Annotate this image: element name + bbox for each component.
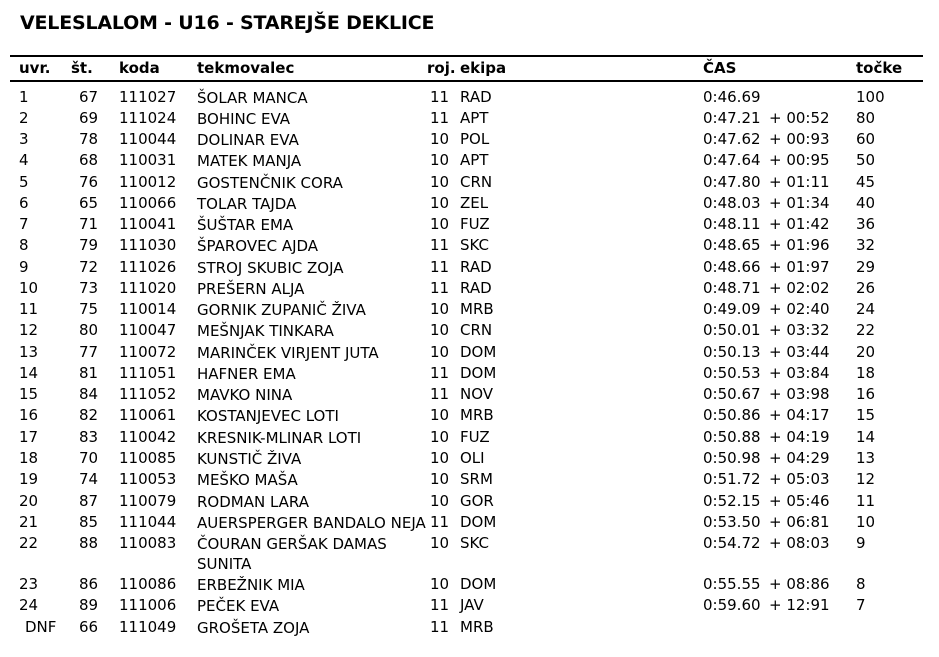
header-top-rule bbox=[10, 55, 923, 57]
time-cell: 0:47.21 bbox=[703, 109, 761, 127]
time-cell: 0:51.72 bbox=[703, 470, 761, 488]
rank-cell: 20 bbox=[19, 492, 39, 510]
team-cell: SRM bbox=[460, 470, 493, 488]
rank-cell: 19 bbox=[19, 470, 39, 488]
code-cell: 111020 bbox=[119, 279, 177, 297]
name-cell: PEČEK EVA bbox=[197, 597, 280, 615]
year-cell: 11 bbox=[430, 596, 450, 614]
year-cell: 10 bbox=[430, 194, 450, 212]
team-cell: JAV bbox=[460, 596, 484, 614]
year-cell: 10 bbox=[430, 470, 450, 488]
bib-cell: 84 bbox=[79, 385, 99, 403]
code-cell: 110061 bbox=[119, 406, 177, 424]
name-cell: RODMAN LARA bbox=[197, 493, 310, 511]
name-cell: MARINČEK VIRJENT JUTA bbox=[197, 344, 379, 362]
code-cell: 110044 bbox=[119, 130, 177, 148]
name-cell: GORNIK ZUPANIČ ŽIVA bbox=[197, 301, 366, 319]
diff-cell: + 00:52 bbox=[769, 109, 830, 127]
points-cell: 29 bbox=[856, 258, 876, 276]
bib-cell: 71 bbox=[79, 215, 99, 233]
team-cell: RAD bbox=[460, 279, 492, 297]
name-cell: KUNSTIČ ŽIVA bbox=[197, 450, 302, 468]
team-cell: MRB bbox=[460, 618, 494, 636]
points-cell: 32 bbox=[856, 236, 876, 254]
bib-cell: 65 bbox=[79, 194, 99, 212]
time-cell: 0:50.01 bbox=[703, 321, 761, 339]
time-cell: 0:59.60 bbox=[703, 596, 761, 614]
code-cell: 110012 bbox=[119, 173, 177, 191]
time-cell: 0:50.86 bbox=[703, 406, 761, 424]
header-bottom-rule bbox=[10, 80, 923, 82]
bib-cell: 85 bbox=[79, 513, 99, 531]
rank-cell: 14 bbox=[19, 364, 39, 382]
code-cell: 111044 bbox=[119, 513, 177, 531]
team-cell: CRN bbox=[460, 173, 493, 191]
diff-cell: + 00:95 bbox=[769, 151, 830, 169]
bib-cell: 79 bbox=[79, 236, 99, 254]
rank-cell: 23 bbox=[19, 575, 39, 593]
year-cell: 11 bbox=[430, 279, 450, 297]
code-cell: 110031 bbox=[119, 151, 177, 169]
name-cell: ČOURAN GERŠAK DAMAS SUNITA bbox=[197, 535, 387, 573]
diff-cell: + 03:84 bbox=[769, 364, 830, 382]
team-cell: MRB bbox=[460, 300, 494, 318]
name-cell: ŠPAROVEC AJDA bbox=[197, 237, 319, 255]
code-cell: 111051 bbox=[119, 364, 177, 382]
time-cell: 0:52.15 bbox=[703, 492, 761, 510]
name-cell: MATEK MANJA bbox=[197, 152, 302, 170]
code-cell: 110083 bbox=[119, 534, 177, 552]
bib-cell: 66 bbox=[79, 618, 99, 636]
year-cell: 11 bbox=[430, 364, 450, 382]
time-cell: 0:47.80 bbox=[703, 173, 761, 191]
name-cell: PREŠERN ALJA bbox=[197, 280, 305, 298]
header-points: točke bbox=[856, 59, 903, 77]
points-cell: 26 bbox=[856, 279, 876, 297]
team-cell: POL bbox=[460, 130, 490, 148]
header-name: tekmovalec bbox=[197, 59, 295, 77]
time-cell: 0:50.53 bbox=[703, 364, 761, 382]
points-cell: 60 bbox=[856, 130, 876, 148]
bib-cell: 74 bbox=[79, 470, 99, 488]
name-cell: MEŠNJAK TINKARA bbox=[197, 322, 334, 340]
points-cell: 80 bbox=[856, 109, 876, 127]
rank-cell: 9 bbox=[19, 258, 29, 276]
diff-cell: + 01:96 bbox=[769, 236, 830, 254]
rank-cell: 22 bbox=[19, 534, 39, 552]
code-cell: 111027 bbox=[119, 88, 177, 106]
diff-cell: + 05:03 bbox=[769, 470, 830, 488]
team-cell: RAD bbox=[460, 88, 492, 106]
points-cell: 9 bbox=[856, 534, 866, 552]
bib-cell: 76 bbox=[79, 173, 99, 191]
bib-cell: 80 bbox=[79, 321, 99, 339]
diff-cell: + 08:03 bbox=[769, 534, 830, 552]
time-cell: 0:50.88 bbox=[703, 428, 761, 446]
time-cell: 0:54.72 bbox=[703, 534, 761, 552]
diff-cell: + 04:19 bbox=[769, 428, 830, 446]
code-cell: 110042 bbox=[119, 428, 177, 446]
team-cell: APT bbox=[460, 151, 489, 169]
team-cell: GOR bbox=[460, 492, 494, 510]
header-team: ekipa bbox=[460, 59, 507, 77]
diff-cell: + 00:93 bbox=[769, 130, 830, 148]
points-cell: 13 bbox=[856, 449, 876, 467]
code-cell: 111030 bbox=[119, 236, 177, 254]
bib-cell: 69 bbox=[79, 109, 99, 127]
name-cell: ŠUŠTAR EMA bbox=[197, 216, 294, 234]
time-cell: 0:49.09 bbox=[703, 300, 761, 318]
bib-cell: 87 bbox=[79, 492, 99, 510]
diff-cell: + 03:44 bbox=[769, 343, 830, 361]
code-cell: 110079 bbox=[119, 492, 177, 510]
rank-cell: 24 bbox=[19, 596, 39, 614]
time-cell: 0:53.50 bbox=[703, 513, 761, 531]
name-cell: AUERSPERGER BANDALO NEJA bbox=[197, 514, 426, 532]
time-cell: 0:48.66 bbox=[703, 258, 761, 276]
points-cell: 20 bbox=[856, 343, 876, 361]
team-cell: SKC bbox=[460, 236, 490, 254]
code-cell: 111024 bbox=[119, 109, 177, 127]
header-time: ČAS bbox=[703, 59, 737, 77]
diff-cell: + 05:46 bbox=[769, 492, 830, 510]
diff-cell: + 02:40 bbox=[769, 300, 830, 318]
rank-cell: 15 bbox=[19, 385, 39, 403]
name-cell: KRESNIK-MLINAR LOTI bbox=[197, 429, 362, 447]
bib-cell: 78 bbox=[79, 130, 99, 148]
points-cell: 24 bbox=[856, 300, 876, 318]
bib-cell: 72 bbox=[79, 258, 99, 276]
code-cell: 110072 bbox=[119, 343, 177, 361]
year-cell: 10 bbox=[430, 428, 450, 446]
bib-cell: 67 bbox=[79, 88, 99, 106]
team-cell: FUZ bbox=[460, 215, 490, 233]
year-cell: 11 bbox=[430, 258, 450, 276]
team-cell: FUZ bbox=[460, 428, 490, 446]
team-cell: DOM bbox=[460, 513, 497, 531]
name-cell: TOLAR TAJDA bbox=[197, 195, 297, 213]
points-cell: 14 bbox=[856, 428, 876, 446]
diff-cell: + 12:91 bbox=[769, 596, 830, 614]
year-cell: 10 bbox=[430, 534, 450, 552]
year-cell: 11 bbox=[430, 88, 450, 106]
year-cell: 10 bbox=[430, 215, 450, 233]
rank-cell: 21 bbox=[19, 513, 39, 531]
code-cell: 110014 bbox=[119, 300, 177, 318]
bib-cell: 70 bbox=[79, 449, 99, 467]
points-cell: 10 bbox=[856, 513, 876, 531]
rank-cell: 3 bbox=[19, 130, 29, 148]
name-cell: ERBEŽNIK MIA bbox=[197, 576, 305, 594]
bib-cell: 82 bbox=[79, 406, 99, 424]
year-cell: 11 bbox=[430, 109, 450, 127]
code-cell: 110047 bbox=[119, 321, 177, 339]
rank-cell: 13 bbox=[19, 343, 39, 361]
name-cell: HAFNER EMA bbox=[197, 365, 296, 383]
team-cell: DOM bbox=[460, 343, 497, 361]
team-cell: DOM bbox=[460, 364, 497, 382]
code-cell: 111026 bbox=[119, 258, 177, 276]
diff-cell: + 04:17 bbox=[769, 406, 830, 424]
team-cell: DOM bbox=[460, 575, 497, 593]
team-cell: CRN bbox=[460, 321, 493, 339]
rank-cell: 4 bbox=[19, 151, 29, 169]
rank-cell: DNF bbox=[25, 618, 57, 636]
diff-cell: + 03:32 bbox=[769, 321, 830, 339]
rank-cell: 16 bbox=[19, 406, 39, 424]
bib-cell: 88 bbox=[79, 534, 99, 552]
points-cell: 16 bbox=[856, 385, 876, 403]
time-cell: 0:55.55 bbox=[703, 575, 761, 593]
rank-cell: 10 bbox=[19, 279, 39, 297]
name-cell: GOSTENČNIK CORA bbox=[197, 174, 343, 192]
time-cell: 0:48.03 bbox=[703, 194, 761, 212]
name-cell: KOSTANJEVEC LOTI bbox=[197, 407, 339, 425]
year-cell: 10 bbox=[430, 173, 450, 191]
team-cell: MRB bbox=[460, 406, 494, 424]
points-cell: 12 bbox=[856, 470, 876, 488]
points-cell: 11 bbox=[856, 492, 876, 510]
year-cell: 10 bbox=[430, 151, 450, 169]
rank-cell: 17 bbox=[19, 428, 39, 446]
bib-cell: 77 bbox=[79, 343, 99, 361]
name-cell: BOHINC EVA bbox=[197, 110, 291, 128]
name-cell: STROJ SKUBIC ZOJA bbox=[197, 259, 344, 277]
time-cell: 0:48.65 bbox=[703, 236, 761, 254]
bib-cell: 73 bbox=[79, 279, 99, 297]
year-cell: 11 bbox=[430, 513, 450, 531]
name-cell: DOLINAR EVA bbox=[197, 131, 299, 149]
rank-cell: 1 bbox=[19, 88, 29, 106]
code-cell: 111052 bbox=[119, 385, 177, 403]
year-cell: 10 bbox=[430, 130, 450, 148]
team-cell: ZEL bbox=[460, 194, 489, 212]
points-cell: 45 bbox=[856, 173, 876, 191]
header-year: roj. bbox=[427, 59, 456, 77]
team-cell: APT bbox=[460, 109, 489, 127]
points-cell: 22 bbox=[856, 321, 876, 339]
code-cell: 110085 bbox=[119, 449, 177, 467]
year-cell: 10 bbox=[430, 492, 450, 510]
code-cell: 110086 bbox=[119, 575, 177, 593]
points-cell: 15 bbox=[856, 406, 876, 424]
diff-cell: + 01:11 bbox=[769, 173, 830, 191]
diff-cell: + 01:34 bbox=[769, 194, 830, 212]
bib-cell: 89 bbox=[79, 596, 99, 614]
rank-cell: 6 bbox=[19, 194, 29, 212]
points-cell: 50 bbox=[856, 151, 876, 169]
rank-cell: 5 bbox=[19, 173, 29, 191]
team-cell: SKC bbox=[460, 534, 490, 552]
rank-cell: 2 bbox=[19, 109, 29, 127]
diff-cell: + 01:97 bbox=[769, 258, 830, 276]
year-cell: 10 bbox=[430, 321, 450, 339]
year-cell: 10 bbox=[430, 406, 450, 424]
team-cell: NOV bbox=[460, 385, 494, 403]
time-cell: 0:48.11 bbox=[703, 215, 761, 233]
code-cell: 111049 bbox=[119, 618, 177, 636]
points-cell: 36 bbox=[856, 215, 876, 233]
time-cell: 0:50.13 bbox=[703, 343, 761, 361]
year-cell: 10 bbox=[430, 575, 450, 593]
diff-cell: + 02:02 bbox=[769, 279, 830, 297]
code-cell: 110066 bbox=[119, 194, 177, 212]
rank-cell: 8 bbox=[19, 236, 29, 254]
rank-cell: 11 bbox=[19, 300, 39, 318]
time-cell: 0:46.69 bbox=[703, 88, 761, 106]
name-cell: MAVKO NINA bbox=[197, 386, 293, 404]
bib-cell: 81 bbox=[79, 364, 99, 382]
team-cell: RAD bbox=[460, 258, 492, 276]
time-cell: 0:50.67 bbox=[703, 385, 761, 403]
year-cell: 10 bbox=[430, 449, 450, 467]
year-cell: 11 bbox=[430, 618, 450, 636]
diff-cell: + 08:86 bbox=[769, 575, 830, 593]
results-title: VELESLALOM - U16 - STAREJŠE DEKLICE bbox=[20, 12, 435, 34]
code-cell: 110053 bbox=[119, 470, 177, 488]
diff-cell: + 03:98 bbox=[769, 385, 830, 403]
rank-cell: 7 bbox=[19, 215, 29, 233]
year-cell: 10 bbox=[430, 343, 450, 361]
name-cell: GROŠETA ZOJA bbox=[197, 619, 310, 637]
time-cell: 0:48.71 bbox=[703, 279, 761, 297]
points-cell: 100 bbox=[856, 88, 885, 106]
time-cell: 0:47.64 bbox=[703, 151, 761, 169]
bib-cell: 86 bbox=[79, 575, 99, 593]
rank-cell: 12 bbox=[19, 321, 39, 339]
rank-cell: 18 bbox=[19, 449, 39, 467]
year-cell: 11 bbox=[430, 385, 450, 403]
time-cell: 0:50.98 bbox=[703, 449, 761, 467]
name-cell: ŠOLAR MANCA bbox=[197, 89, 308, 107]
year-cell: 11 bbox=[430, 236, 450, 254]
header-rank: uvr. bbox=[19, 59, 51, 77]
time-cell: 0:47.62 bbox=[703, 130, 761, 148]
bib-cell: 68 bbox=[79, 151, 99, 169]
points-cell: 7 bbox=[856, 596, 866, 614]
diff-cell: + 04:29 bbox=[769, 449, 830, 467]
points-cell: 8 bbox=[856, 575, 866, 593]
year-cell: 10 bbox=[430, 300, 450, 318]
points-cell: 40 bbox=[856, 194, 876, 212]
header-code: koda bbox=[119, 59, 160, 77]
code-cell: 110041 bbox=[119, 215, 177, 233]
name-cell: MEŠKO MAŠA bbox=[197, 471, 298, 489]
points-cell: 18 bbox=[856, 364, 876, 382]
bib-cell: 83 bbox=[79, 428, 99, 446]
diff-cell: + 01:42 bbox=[769, 215, 830, 233]
header-bib: št. bbox=[71, 59, 93, 77]
diff-cell: + 06:81 bbox=[769, 513, 830, 531]
bib-cell: 75 bbox=[79, 300, 99, 318]
team-cell: OLI bbox=[460, 449, 485, 467]
code-cell: 111006 bbox=[119, 596, 177, 614]
